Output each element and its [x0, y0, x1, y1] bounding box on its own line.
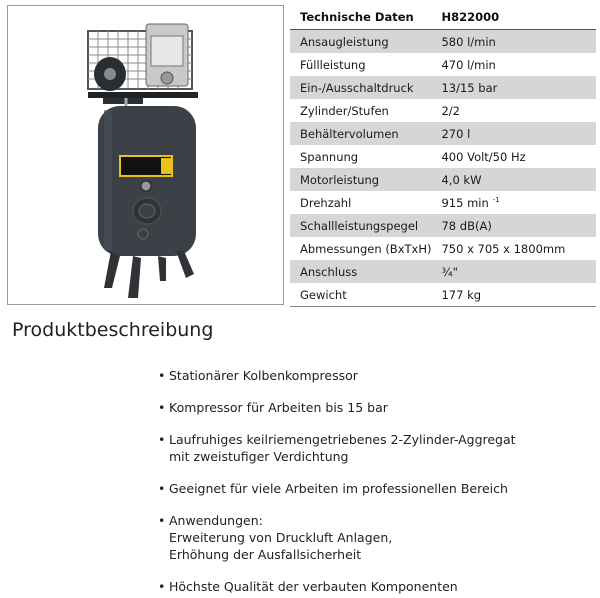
feature-text: Erweiterung von Druckluft Anlagen, — [169, 530, 393, 545]
spec-value-text: 470 l/min — [441, 57, 496, 72]
spec-row — [290, 260, 596, 283]
spec-value — [431, 122, 596, 145]
feature-text: Geeignet für viele Arbeiten im professionellen Bereich — [169, 481, 508, 496]
feature-item — [158, 480, 516, 497]
spec-table-header — [290, 5, 596, 30]
feature-item — [158, 431, 516, 465]
spec-row — [290, 214, 596, 237]
spec-label: Drehzahl — [290, 191, 431, 214]
spec-value — [431, 168, 596, 191]
spec-value-superscript: -1 — [492, 195, 500, 204]
spec-row — [290, 237, 596, 260]
bullet-icon: • — [158, 579, 166, 594]
feature-item — [158, 367, 516, 384]
spec-row — [290, 168, 596, 191]
spec-label: Schallleistungspegel — [290, 214, 431, 237]
spec-value-text: 270 l — [441, 126, 471, 141]
spec-value-text: 2/2 — [441, 103, 460, 118]
spec-value — [431, 214, 596, 237]
spec-row — [290, 191, 596, 214]
spec-table — [290, 5, 596, 307]
spec-value-text: 4,0 kW — [441, 172, 482, 187]
spec-value — [431, 145, 596, 168]
spec-label: Ansaugleistung — [290, 30, 431, 54]
spec-header-label: Technische Daten — [290, 5, 431, 30]
bullet-icon: • — [158, 432, 166, 447]
spec-value-text: 400 Volt/50 Hz — [441, 149, 526, 164]
spec-row — [290, 283, 596, 307]
spec-value — [431, 260, 596, 283]
feature-item — [158, 399, 516, 416]
feature-item — [158, 512, 516, 563]
feature-text: mit zweistufiger Verdichtung — [169, 449, 349, 464]
spec-row — [290, 53, 596, 76]
spec-value-text: ¾" — [441, 264, 458, 279]
bullet-icon: • — [158, 368, 166, 383]
spec-row — [290, 30, 596, 54]
spec-value-text: 78 dB(A) — [441, 218, 492, 233]
spec-value-text: 177 kg — [441, 287, 482, 302]
spec-label: Motorleistung — [290, 168, 431, 191]
spec-label: Abmessungen (BxTxH) — [290, 237, 431, 260]
spec-value — [431, 283, 596, 307]
spec-value — [431, 237, 596, 260]
compressor-illustration — [8, 6, 283, 304]
spec-value — [431, 53, 596, 76]
feature-text: Höchste Qualität der verbauten Komponenten — [169, 579, 458, 594]
spec-row — [290, 76, 596, 99]
spec-value — [431, 76, 596, 99]
bullet-icon: • — [158, 481, 166, 496]
spec-label: Spannung — [290, 145, 431, 168]
spec-value — [431, 99, 596, 122]
feature-text: Stationärer Kolbenkompressor — [169, 368, 358, 383]
feature-text: Erhöhung der Ausfallsicherheit — [169, 547, 362, 562]
feature-text: Laufruhiges keilriemengetriebenes 2-Zylinder-Aggregat — [169, 432, 516, 447]
spec-value-text: 580 l/min — [441, 34, 496, 49]
spec-row — [290, 145, 596, 168]
feature-list — [158, 367, 516, 595]
spec-header-value: H822000 — [431, 5, 596, 30]
spec-label: Füllleistung — [290, 53, 431, 76]
spec-value-text: 13/15 bar — [441, 80, 498, 95]
spec-row — [290, 99, 596, 122]
feature-text: Anwendungen: — [169, 513, 263, 528]
spec-label: Anschluss — [290, 260, 431, 283]
spec-value — [431, 30, 596, 54]
spec-row — [290, 122, 596, 145]
spec-label: Behältervolumen — [290, 122, 431, 145]
spec-value — [431, 191, 596, 214]
bullet-icon: • — [158, 400, 166, 415]
spec-value-text: 915 min — [441, 195, 489, 210]
spec-value-text: 750 x 705 x 1800mm — [441, 241, 566, 256]
spec-label: Gewicht — [290, 283, 431, 307]
spec-label: Ein-/Ausschaltdruck — [290, 76, 431, 99]
bullet-icon: • — [158, 513, 166, 528]
product-image — [7, 5, 284, 305]
feature-item — [158, 578, 516, 595]
feature-text: Kompressor für Arbeiten bis 15 bar — [169, 400, 388, 415]
spec-label: Zylinder/Stufen — [290, 99, 431, 122]
section-title: Produktbeschreibung — [12, 319, 214, 341]
